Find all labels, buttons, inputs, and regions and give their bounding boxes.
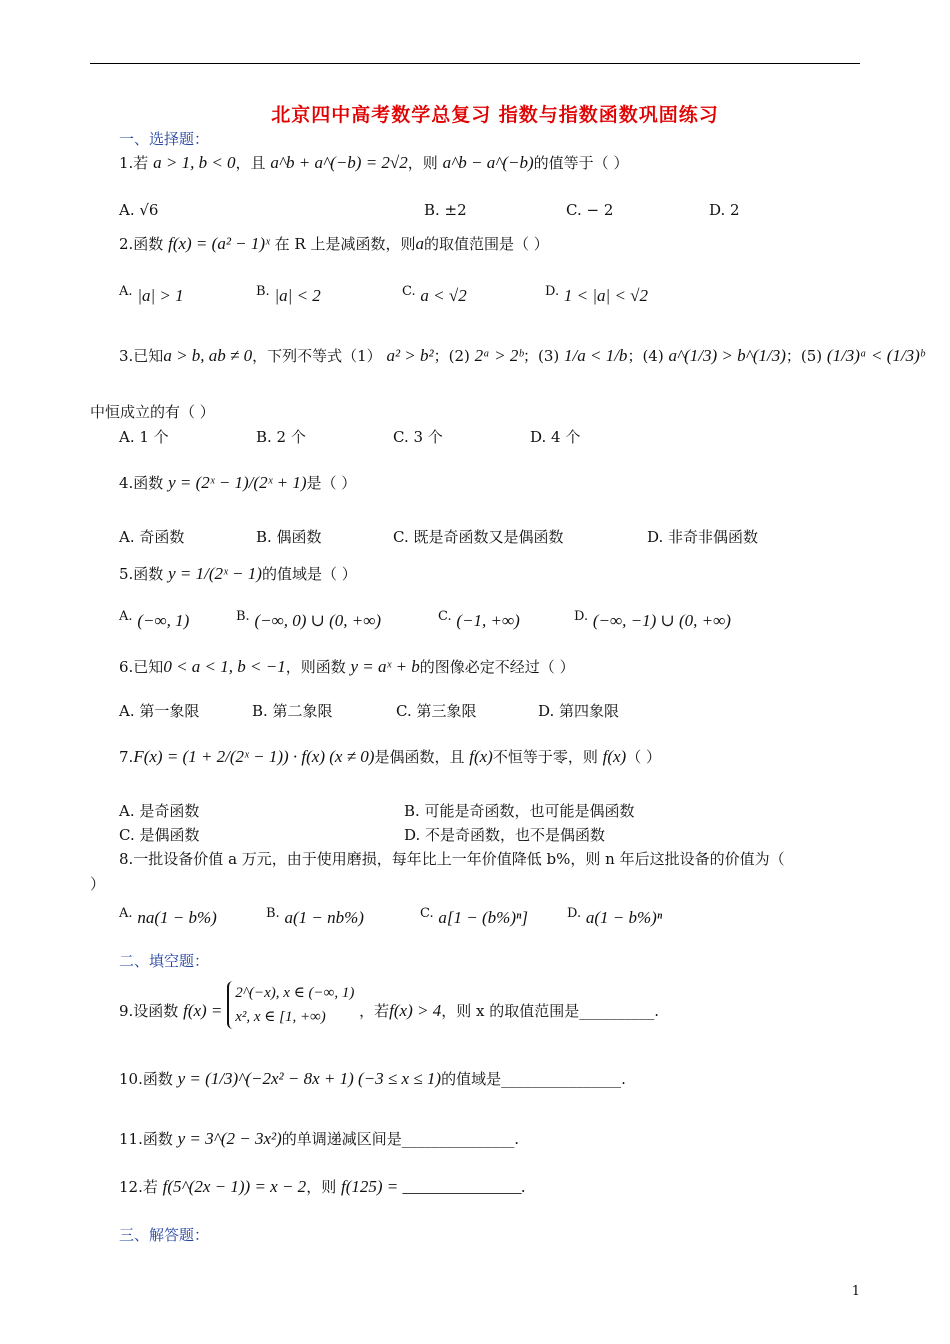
question-12: 12.若 f(5^(2x − 1)) = x − 2，则 f(125) = ______________. <box>119 1177 526 1196</box>
q2-option-a: A. |a| > 1 <box>119 284 184 305</box>
q8-option-c: C. a[1 − (b%)ⁿ] <box>420 906 528 927</box>
q9-piecewise: 2^(−x), x ∈ (−∞, 1) x², x ∈ [1, +∞) <box>227 981 354 1029</box>
question-4: 4.函数 y = (2ˣ − 1)/(2ˣ + 1)是（ ） <box>119 473 357 492</box>
q3-option-d: D. 4 个 <box>530 428 581 446</box>
question-11: 11.函数 y = 3^(2 − 3x²)的单调递减区间是_______________. <box>119 1129 520 1148</box>
section-heading-fill: 二、填空题： <box>119 952 210 970</box>
q7-option-c: C. 是偶函数 <box>119 826 200 844</box>
q1-option-d: D. 2 <box>709 201 740 219</box>
q5-option-a: A. (−∞, 1) <box>119 609 190 630</box>
question-3-continuation: 中恒成立的有（ ） <box>90 403 215 421</box>
page-title: 北京四中高考数学总复习 指数与指数函数巩固练习 <box>271 104 719 126</box>
q4-option-c: C. 既是奇函数又是偶函数 <box>393 528 564 546</box>
section-heading-choice: 一、选择题： <box>119 130 210 148</box>
question-8: 8.一批设备价值 a 万元，由于使用磨损，每年比上一年价值降低 b%，则 n 年后这批设备的价值为（ <box>119 850 785 868</box>
q5-option-c: C. (−1, +∞) <box>438 609 520 630</box>
q7-option-a: A. 是奇函数 <box>119 802 200 820</box>
q2-option-b: B. |a| < 2 <box>256 284 321 305</box>
q5-option-b: B. (−∞, 0) ∪ (0, +∞) <box>236 609 382 630</box>
question-3: 3.已知a > b, ab ≠ 0，下列不等式（1） a² > b²；(2) 2ᵃ > 2ᵇ；(3) 1/a < 1/b；(4) a^(1/3) > b^(1/3)；(5) (1/3)ᵃ < (1/3)ᵇ <box>119 346 925 365</box>
question-2: 2.函数 f(x) = (a² − 1)ˣ 在 R 上是减函数，则a的取值范围是（ ） <box>119 234 549 253</box>
q8-option-b: B. a(1 − nb%) <box>266 906 364 927</box>
q4-option-a: A. 奇函数 <box>119 528 185 546</box>
q3-option-c: C. 3 个 <box>393 428 443 446</box>
q3-option-a: A. 1 个 <box>119 428 169 446</box>
q7-option-d: D. 不是奇函数，也不是偶函数 <box>404 826 606 844</box>
q2-option-c: C. a < √2 <box>402 284 467 305</box>
q5-option-d: D. (−∞, −1) ∪ (0, +∞) <box>574 609 731 630</box>
question-5: 5.函数 y = 1/(2ˣ − 1)的值域是（ ） <box>119 564 357 583</box>
page-number: 1 <box>851 1284 860 1299</box>
header-rule <box>90 63 860 64</box>
q1-option-b: B. ±2 <box>424 201 467 219</box>
question-9: 9.设函数 f(x) = 2^(−x), x ∈ (−∞, 1) x², x ∈ [1, +∞) ，若f(x) > 4，则 x 的取值范围是__________. <box>119 995 659 1029</box>
q2-option-d: D. 1 < |a| < √2 <box>545 284 648 305</box>
q4-option-b: B. 偶函数 <box>256 528 322 546</box>
question-7: 7.F(x) = (1 + 2/(2ˣ − 1)) · f(x) (x ≠ 0)是偶函数，且 f(x)不恒等于零，则 f(x)（ ） <box>119 747 661 766</box>
question-6: 6.已知0 < a < 1, b < −1，则函数 y = aˣ + b的图像必定不经过（ ） <box>119 657 575 676</box>
section-heading-answer: 三、解答题： <box>119 1226 210 1244</box>
q8-option-a: A. na(1 − b%) <box>119 906 217 927</box>
q3-option-b: B. 2 个 <box>256 428 306 446</box>
q6-option-d: D. 第四象限 <box>538 702 620 720</box>
q8-option-d: D. a(1 − b%)ⁿ <box>567 906 663 927</box>
q1-option-a: A. √6 <box>119 201 159 219</box>
q1-option-c: C. − 2 <box>566 201 614 219</box>
q6-option-a: A. 第一象限 <box>119 702 200 720</box>
question-1: 1.若 a > 1, b < 0，且 a^b + a^(−b) = 2√2，则 a^b − a^(−b)的值等于（ ） <box>119 153 629 172</box>
q6-option-c: C. 第三象限 <box>396 702 477 720</box>
question-10: 10.函数 y = (1/3)^(−2x² − 8x + 1) (−3 ≤ x ≤ 1)的值域是________________. <box>119 1069 626 1088</box>
q6-option-b: B. 第二象限 <box>252 702 333 720</box>
q4-option-d: D. 非奇非偶函数 <box>647 528 759 546</box>
q7-option-b: B. 可能是奇函数，也可能是偶函数 <box>404 802 635 820</box>
question-8-continuation: ） <box>90 875 106 893</box>
